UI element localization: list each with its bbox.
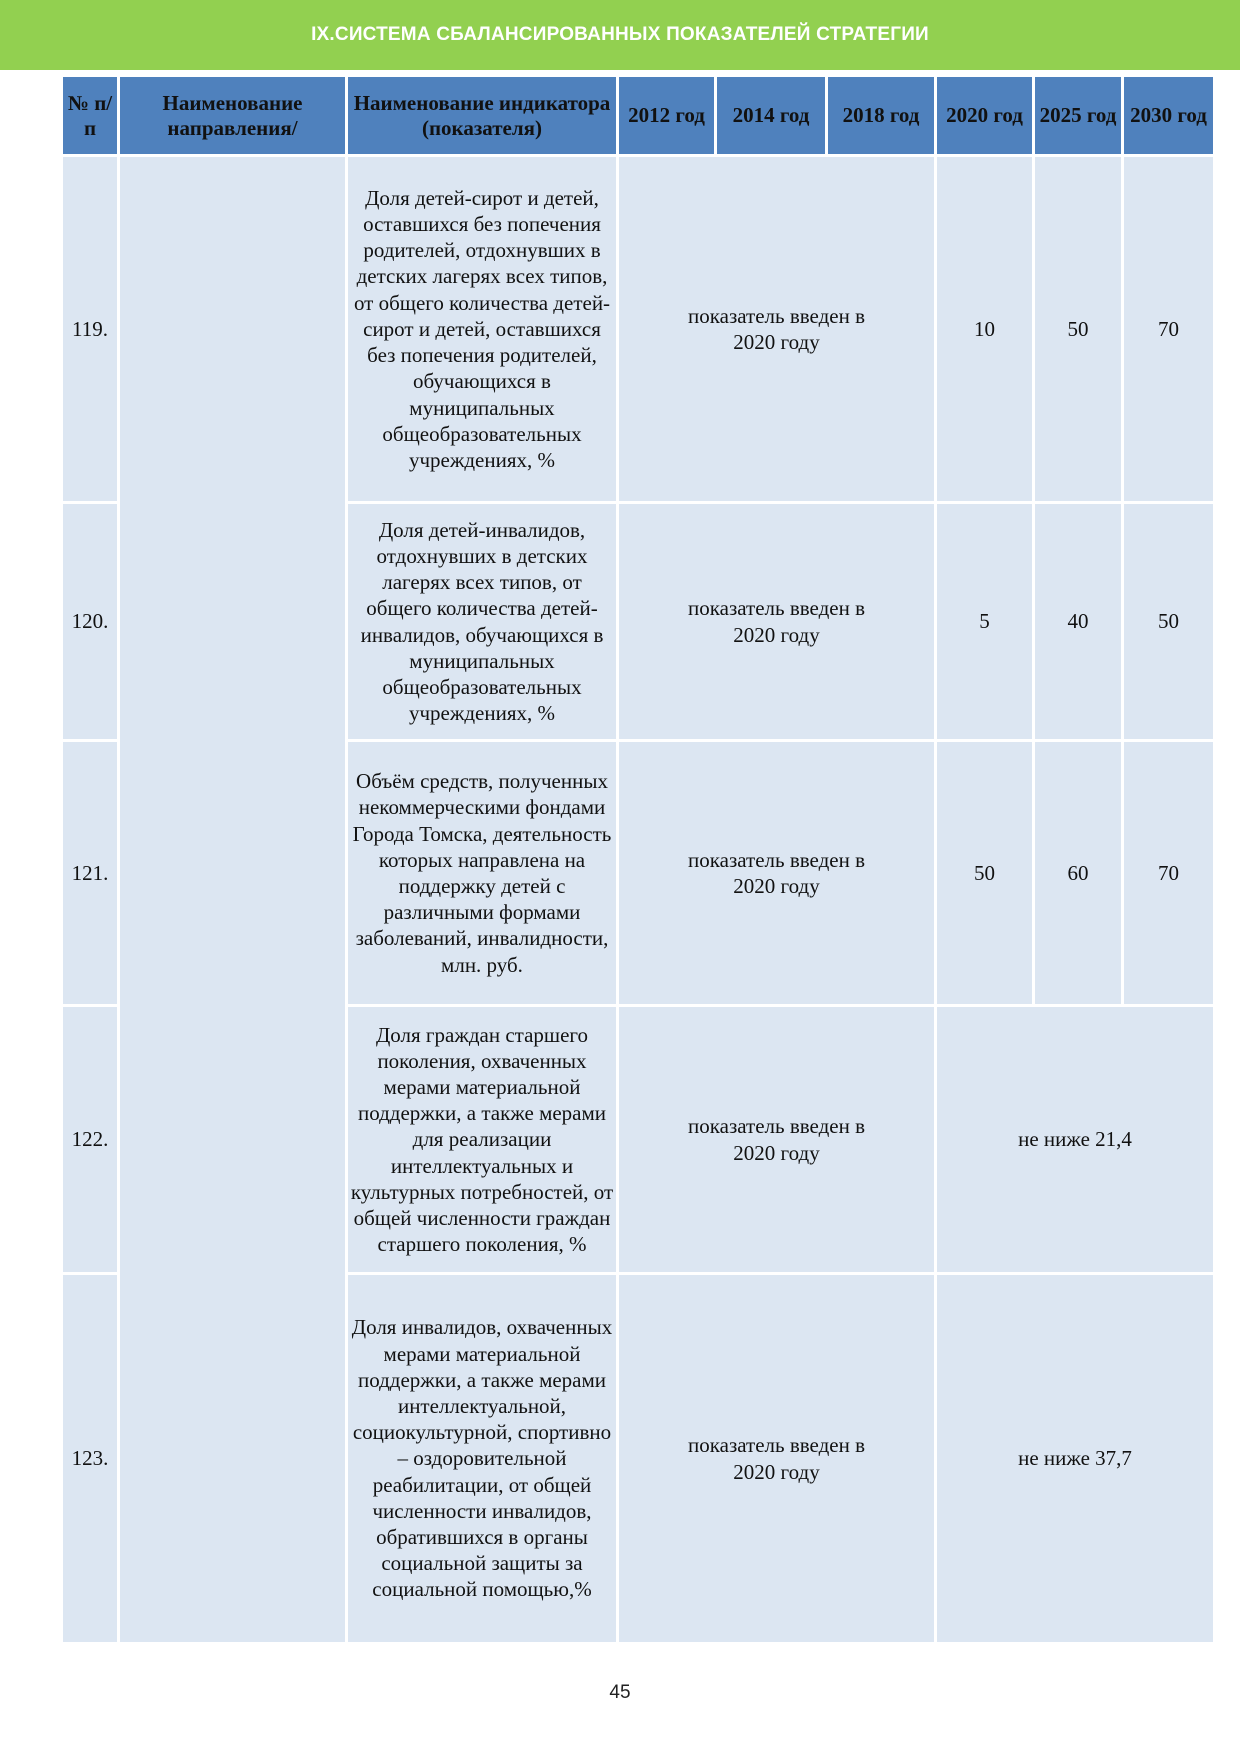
indicator-name: Доля граждан старшего поколения, охваченных мерами материальной поддержки, а также мерами для реализации интеллектуальных и культурных потребностей, от общей численности граждан старшего поколения, % xyxy=(348,1007,616,1272)
intro-note xyxy=(619,157,934,501)
intro-note-text: показатель введен в 2020 году xyxy=(688,1114,865,1165)
header-direction: Наименование направления/ xyxy=(120,77,345,154)
row-number: 120. xyxy=(63,504,117,739)
header-2020: 2020 год xyxy=(937,77,1032,154)
value-2030: 50 xyxy=(1124,504,1213,739)
table-header-row xyxy=(63,77,1213,154)
intro-note xyxy=(619,1007,934,1272)
intro-note-text: показатель введен в 2020 году xyxy=(688,847,865,898)
direction-cell xyxy=(120,157,345,1642)
indicator-name: Доля инвалидов, охваченных мерами материальной поддержки, а также мерами интеллектуальной, социокультурной, спортивно – оздоровительной реабилитации, от общей численности инвалидов, обратившихся в органы социальной защиты за социальной помощью,% xyxy=(348,1275,616,1642)
row-number: 123. xyxy=(63,1275,117,1642)
intro-note xyxy=(619,742,934,1004)
value-2030: 70 xyxy=(1124,157,1213,501)
header-2018: 2018 год xyxy=(828,77,934,154)
value-2020: 5 xyxy=(937,504,1032,739)
table-row xyxy=(63,157,1213,501)
intro-note-text: показатель введен в 2020 году xyxy=(688,596,865,647)
indicator-name: Доля детей-сирот и детей, оставшихся без попечения родителей, отдохнувших в детских лагерях всех типов, от общего количества детей-сирот и детей, оставшихся без попечения родителей, обучающихся в муниципальных общеобразовательных учреждениях, % xyxy=(348,157,616,501)
intro-note xyxy=(619,1275,934,1642)
header-2030: 2030 год xyxy=(1124,77,1213,154)
header-indicator: Наименование индикатора (показателя) xyxy=(348,77,616,154)
value-2025: 40 xyxy=(1035,504,1121,739)
header-2012: 2012 год xyxy=(619,77,714,154)
intro-note xyxy=(619,504,934,739)
header-2014: 2014 год xyxy=(717,77,825,154)
value-2020: 10 xyxy=(937,157,1032,501)
indicator-name: Доля детей-инвалидов, отдохнувших в детских лагерях всех типов, от общего количества детей-инвалидов, обучающихся в муниципальных общеобразовательных учреждениях, % xyxy=(348,504,616,739)
page-number: 45 xyxy=(609,1682,631,1703)
section-title: IX.СИСТЕМА СБАЛАНСИРОВАННЫХ ПОКАЗАТЕЛЕЙ СТРАТЕГИИ xyxy=(311,24,929,45)
value-2025: 50 xyxy=(1035,157,1121,501)
intro-note-text: показатель введен в 2020 году xyxy=(688,1433,865,1484)
indicator-name: Объём средств, полученных некоммерческими фондами Города Томска, деятельность которых направлена на поддержку детей с различными формами заболеваний, инвалидности, млн. руб. xyxy=(348,742,616,1004)
value-2030: 70 xyxy=(1124,742,1213,1004)
row-number: 121. xyxy=(63,742,117,1004)
header-2025: 2025 год xyxy=(1035,77,1121,154)
target-value: не ниже 37,7 xyxy=(937,1275,1213,1642)
row-number: 122. xyxy=(63,1007,117,1272)
section-banner xyxy=(0,0,1240,70)
target-value: не ниже 21,4 xyxy=(937,1007,1213,1272)
indicators-table xyxy=(60,74,1216,1645)
header-num: № п/п xyxy=(63,77,117,154)
intro-note-text: показатель введен в 2020 году xyxy=(688,303,865,354)
value-2020: 50 xyxy=(937,742,1032,1004)
value-2025: 60 xyxy=(1035,742,1121,1004)
row-number: 119. xyxy=(63,157,117,501)
